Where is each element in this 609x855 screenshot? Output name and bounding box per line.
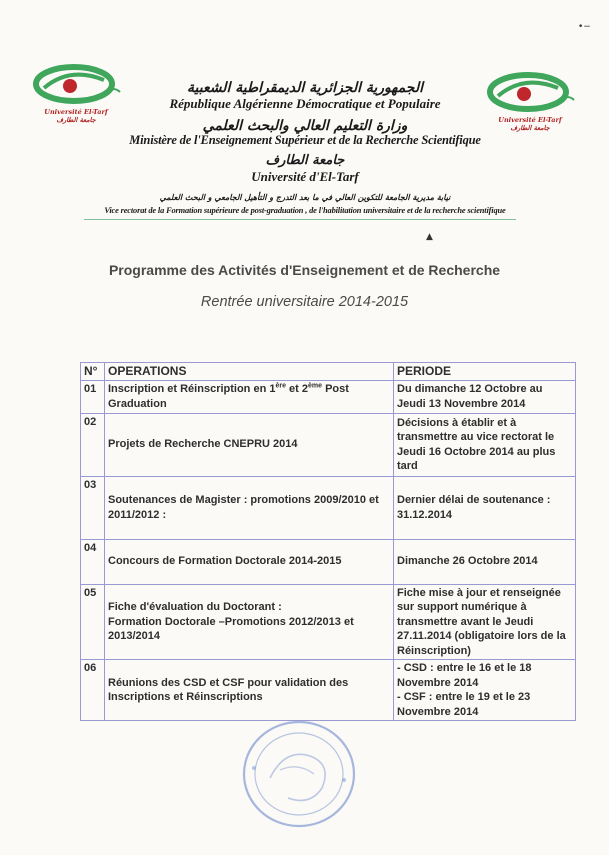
logo-left-label-fr: Université El-Tarf bbox=[44, 108, 108, 116]
row-operation: Réunions des CSD et CSF pour validation des Inscriptions et Réinscriptions bbox=[105, 660, 394, 721]
document-subtitle: Rentrée universitaire 2014-2015 bbox=[200, 294, 409, 310]
table-row bbox=[81, 380, 576, 413]
table-row bbox=[81, 584, 576, 660]
university-logo-left bbox=[30, 62, 122, 124]
pen-mark-icon: ▲ bbox=[426, 232, 433, 242]
row-num: 02 bbox=[81, 413, 105, 476]
row-operation: Soutenances de Magister : promotions 2009/2010 et 2011/2012 : bbox=[105, 476, 394, 539]
header-arabic-republic: الجمهورية الجزائرية الديمقراطية الشعبية bbox=[186, 80, 423, 96]
row-num: 03 bbox=[81, 476, 105, 539]
header-french-university: Université d'El-Tarf bbox=[251, 169, 359, 184]
header-arabic-ministry: وزارة التعليم العالي والبحث العلمي bbox=[202, 118, 408, 134]
header-french-ministry: Ministère de l'Enseignement Supérieur et de la Recherche Scientifique bbox=[129, 133, 481, 147]
periode-line: - CSF : entre le 19 et le 23 Novembre 2014 bbox=[397, 691, 531, 718]
row-operation: Projets de Recherche CNEPRU 2014 bbox=[105, 413, 394, 476]
row-periode bbox=[394, 660, 576, 721]
logo-right-label-fr: Université El-Tarf bbox=[498, 116, 562, 124]
row-periode: Fiche mise à jour et renseignée sur support numérique à transmettre avant le Jeudi 27.11.2014 (obligatoire lors de la Réinscription) bbox=[394, 584, 576, 660]
row-num: 01 bbox=[81, 380, 105, 413]
header-french-vice-rectorat: Vice rectorat de la Formation supérieure de post-graduation , de l'habilitation universitaire et de la recherche scientifique bbox=[104, 206, 506, 215]
logo-left-label-ar: جامعة الطارف bbox=[56, 116, 96, 124]
header-periode: PERIODE bbox=[394, 363, 576, 381]
header-num: N° bbox=[81, 363, 105, 381]
university-logo-right bbox=[484, 70, 576, 132]
logo-swoosh-icon bbox=[30, 62, 122, 110]
activities-table bbox=[80, 362, 576, 721]
periode-line: - CSD : entre le 16 et le 18 Novembre 2014 bbox=[397, 662, 532, 689]
row-operation bbox=[105, 380, 394, 413]
table-row bbox=[81, 539, 576, 584]
table-header-row bbox=[81, 363, 576, 381]
op-text: et 2 bbox=[286, 383, 309, 395]
row-periode: Dernier délai de soutenance : 31.12.2014 bbox=[394, 476, 576, 539]
row-operation: Concours de Formation Doctorale 2014-2015 bbox=[105, 539, 394, 584]
header-arabic-university: جامعة الطارف bbox=[265, 153, 345, 168]
row-periode: Du dimanche 12 Octobre au Jeudi 13 Novembre 2014 bbox=[394, 380, 576, 413]
op-line: Fiche d'évaluation du Doctorant : bbox=[108, 601, 282, 613]
header-divider bbox=[84, 219, 516, 220]
row-num: 06 bbox=[81, 660, 105, 721]
row-operation bbox=[105, 584, 394, 660]
op-text: Inscription et Réinscription en 1 bbox=[108, 383, 276, 395]
op-sup: ème bbox=[308, 382, 323, 390]
row-periode: Dimanche 26 Octobre 2014 bbox=[394, 539, 576, 584]
op-line: Formation Doctorale –Promotions 2012/2013 et 2013/2014 bbox=[108, 615, 354, 642]
logo-right-label-ar: جامعة الطارف bbox=[510, 124, 550, 132]
row-periode: Décisions à établir et à transmettre au vice rectorat le Jeudi 16 Octobre 2014 au plus tard bbox=[394, 413, 576, 476]
document-title: Programme des Activités d'Enseignement et de Recherche bbox=[108, 262, 501, 278]
header-french-republic: République Algérienne Démocratique et Populaire bbox=[169, 96, 441, 111]
table-row bbox=[81, 413, 576, 476]
official-stamp-icon bbox=[240, 718, 358, 830]
op-text: Post Graduation bbox=[108, 383, 349, 410]
table-row bbox=[81, 476, 576, 539]
row-num: 04 bbox=[81, 539, 105, 584]
corner-mark-icon: •− bbox=[578, 22, 591, 32]
header-arabic-vice-rectorat: نيابة مديرية الجامعة للتكوين العالي في ما بعد التدرج و التأهيل الجامعي و البحث العلمي bbox=[159, 192, 451, 202]
logo-swoosh-icon bbox=[484, 70, 576, 118]
table-row bbox=[81, 660, 576, 721]
row-num: 05 bbox=[81, 584, 105, 660]
header-operations: OPERATIONS bbox=[105, 363, 394, 381]
op-sup: ère bbox=[275, 382, 286, 390]
